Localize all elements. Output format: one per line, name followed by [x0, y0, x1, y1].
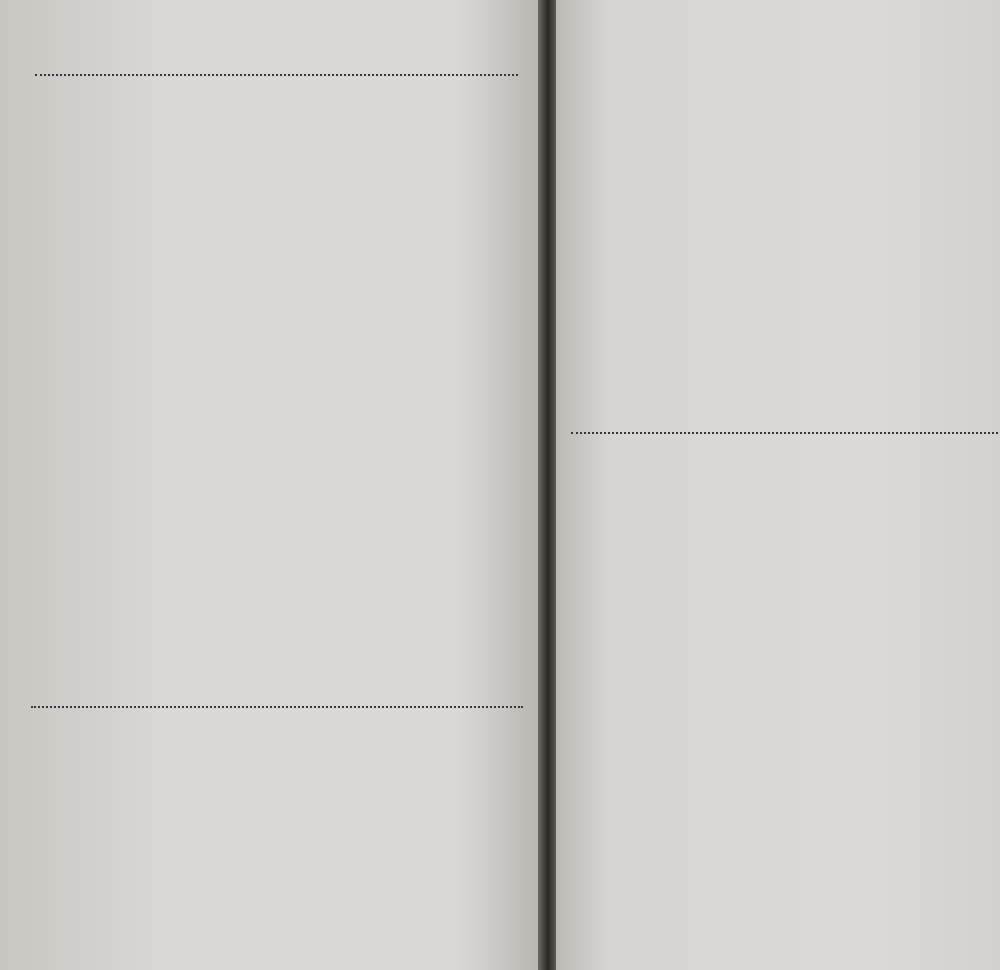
book-gutter — [538, 0, 558, 970]
dot-leader — [31, 706, 523, 708]
dot-leader — [35, 74, 518, 76]
right-page — [556, 0, 1000, 970]
chapter3-title-row — [28, 706, 525, 712]
dot-leader — [571, 432, 998, 434]
chapter2-title-row — [32, 74, 520, 80]
chapter1-title-row — [568, 432, 1000, 438]
